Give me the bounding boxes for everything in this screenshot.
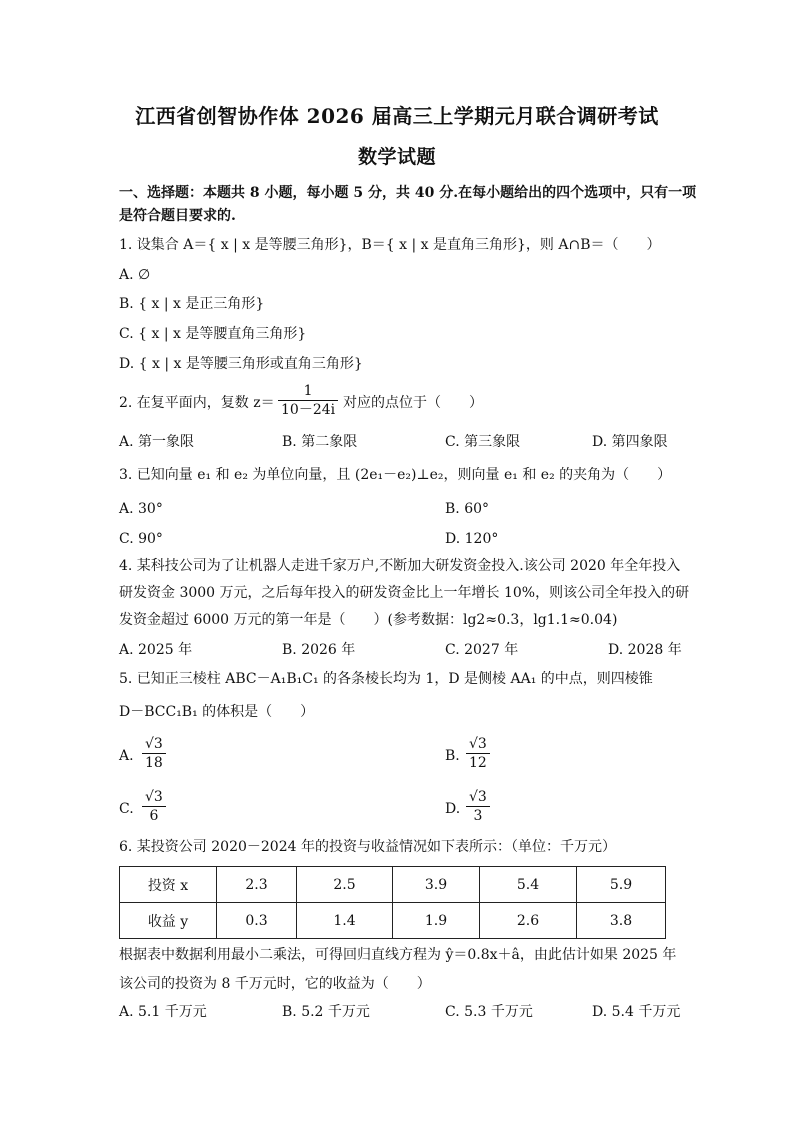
- q5-option-b-numerator: √3: [469, 736, 487, 752]
- q2-option-b: B. 第二象限: [282, 434, 358, 450]
- q5-option-b-denominator: 12: [469, 755, 487, 771]
- q3-stem: 3. 已知向量 e₁ 和 e₂ 为单位向量，且 (2e₁－e₂)⊥e₂，则向量 e₁ 和 e₂ 的夹角为（ ）: [119, 467, 672, 483]
- q5-option-a-numerator: √3: [145, 736, 163, 752]
- q5-option-a-fraction: [142, 735, 166, 772]
- q6-option-d: D. 5.4 千万元: [592, 1004, 681, 1020]
- table-cell: 5.9: [577, 867, 666, 903]
- q1-stem: 1. 设集合 A＝{ x | x 是等腰三角形}，B＝{ x | x 是直角三角形}，则 A∩B＝（ ）: [119, 237, 661, 253]
- q6-line1: 根据表中数据利用最小二乘法，可得回归直线方程为 ŷ＝0.8x＋â，由此估计如果 2025 年: [119, 947, 677, 963]
- q6-option-b: B. 5.2 千万元: [282, 1004, 370, 1020]
- q2-fraction-denominator: 10－24i: [281, 402, 336, 418]
- table-cell: 2.5: [297, 867, 393, 903]
- q5-option-d-numerator: √3: [469, 789, 487, 805]
- exam-title: 江西省创智协作体 2026 届高三上学期元月联合调研考试: [135, 104, 659, 128]
- table-cell: 3.8: [577, 903, 666, 939]
- table-cell: 0.3: [217, 903, 297, 939]
- q6-option-a: A. 5.1 千万元: [119, 1004, 207, 1020]
- q6-option-c: C. 5.3 千万元: [445, 1004, 533, 1020]
- q5-option-b-label: B.: [445, 748, 460, 764]
- q5-line1: 5. 已知正三棱柱 ABC－A₁B₁C₁ 的各条棱长均为 1，D 是侧棱 AA₁ 的中点，则四棱锥: [119, 671, 653, 687]
- table-cell: 1.4: [297, 903, 393, 939]
- q6-stem: 6. 某投资公司 2020－2024 年的投资与收益情况如下表所示：（单位：千万元）: [119, 839, 616, 855]
- q4-option-c: C. 2027 年: [445, 642, 519, 658]
- section-instruction-line2: 是符合题目要求的.: [119, 208, 236, 224]
- q4-option-d: D. 2028 年: [608, 642, 682, 658]
- table-row: [120, 867, 666, 903]
- q3-option-c: C. 90°: [119, 531, 163, 547]
- q5-option-c-denominator: 6: [149, 808, 159, 824]
- q5-option-c-label: C.: [119, 801, 134, 817]
- table-cell: 1.9: [393, 903, 480, 939]
- table-cell: 2.6: [480, 903, 577, 939]
- exam-subtitle: 数学试题: [357, 146, 436, 168]
- table-cell: 3.9: [393, 867, 480, 903]
- q4-line3: 发资金超过 6000 万元的第一年是（ ）(参考数据：lg2≈0.3，lg1.1≈0.04): [119, 612, 618, 628]
- q5-option-d-fraction: [466, 788, 490, 825]
- q5-option-c-numerator: √3: [145, 789, 163, 805]
- q4-line2: 研发资金 3000 万元，之后每年投入的研发资金比上一年增长 10%，则该公司全年投入的研: [119, 585, 690, 601]
- q3-option-d: D. 120°: [445, 531, 499, 547]
- q5-option-c-fraction: [142, 788, 166, 825]
- q2-suffix: 对应的点位于（ ）: [343, 395, 483, 411]
- q2-option-d: D. 第四象限: [592, 434, 668, 450]
- q2-fraction: [278, 382, 338, 419]
- q2-option-c: C. 第三象限: [445, 434, 521, 450]
- q5-option-b-fraction: [466, 735, 490, 772]
- q1-option-c: C. { x | x 是等腰直角三角形}: [119, 326, 307, 342]
- q4-option-b: B. 2026 年: [282, 642, 356, 658]
- q6-data-table: [119, 866, 666, 939]
- table-cell: 5.4: [480, 867, 577, 903]
- section-instruction-line1: 一、选择题：本题共 8 小题，每小题 5 分，共 40 分.在每小题给出的四个选项中，只有一项: [119, 185, 697, 201]
- q1-option-a: A. ∅: [119, 267, 151, 283]
- table-header-cell: 投资 x: [120, 867, 217, 903]
- q4-option-a: A. 2025 年: [119, 642, 193, 658]
- q1-option-d: D. { x | x 是等腰三角形或直角三角形}: [119, 356, 363, 372]
- q2-prefix: 2. 在复平面内，复数 z＝: [119, 395, 275, 411]
- table-row: [120, 903, 666, 939]
- q5-option-a-denominator: 18: [145, 755, 163, 771]
- q3-option-a: A. 30°: [119, 501, 163, 517]
- q5-option-a-label: A.: [119, 748, 134, 764]
- table-cell: 2.3: [217, 867, 297, 903]
- q4-line1: 4. 某科技公司为了让机器人走进千家万户,不断加大研发资金投入.该公司 2020 年全年投入: [119, 558, 681, 574]
- q1-option-b: B. { x | x 是正三角形}: [119, 296, 265, 312]
- q3-option-b: B. 60°: [445, 501, 490, 517]
- q5-option-d-denominator: 3: [473, 808, 483, 824]
- q6-line2: 该公司的投资为 8 千万元时，它的收益为（ ）: [119, 976, 431, 992]
- table-header-cell: 收益 y: [120, 903, 217, 939]
- q5-line2: D－BCC₁B₁ 的体积是（ ）: [119, 704, 315, 720]
- q2-option-a: A. 第一象限: [119, 434, 195, 450]
- q2-fraction-numerator: 1: [303, 383, 313, 399]
- q5-option-d-label: D.: [445, 801, 461, 817]
